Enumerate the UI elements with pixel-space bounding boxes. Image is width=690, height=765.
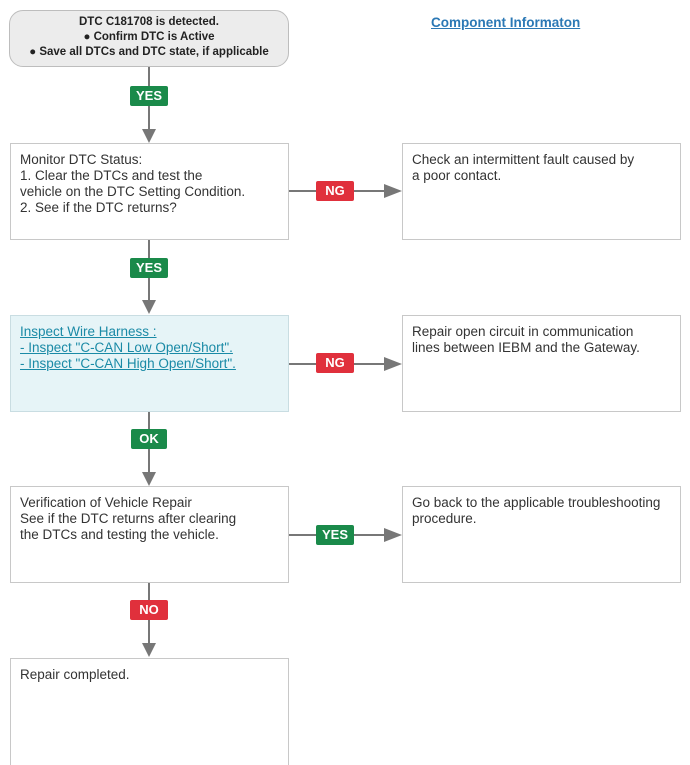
result3-line: procedure. xyxy=(412,511,477,526)
component-information-link[interactable]: Component Informaton xyxy=(431,15,581,30)
ok-badge: OK xyxy=(131,429,167,449)
inspect-c-can-low-link[interactable]: - Inspect "C-CAN Low Open/Short". xyxy=(20,340,233,355)
arrow-down-icon xyxy=(142,472,156,486)
step3-line: the DTCs and testing the vehicle. xyxy=(20,527,219,542)
go-back-troubleshooting-box xyxy=(402,486,681,583)
yes-badge-3: YES xyxy=(316,525,354,545)
result2-line: lines between IEBM and the Gateway. xyxy=(412,340,640,355)
ng-badge-2: NG xyxy=(316,353,354,373)
final-line: Repair completed. xyxy=(20,667,130,682)
step1-line: vehicle on the DTC Setting Condition. xyxy=(20,184,246,199)
arrow-right-icon xyxy=(384,528,402,542)
inspect-c-can-high-link[interactable]: - Inspect "C-CAN High Open/Short". xyxy=(20,356,236,371)
result3-line: Go back to the applicable troubleshooting xyxy=(412,495,661,510)
result2-line: Repair open circuit in communication xyxy=(412,324,634,339)
arrow-right-icon xyxy=(384,357,402,371)
step1-line: 2. See if the DTC returns? xyxy=(20,200,177,215)
start-confirm-active: ● Confirm DTC is Active xyxy=(83,31,215,43)
start-dtc-detected: DTC C181708 is detected. xyxy=(79,16,219,28)
verification-of-repair-box xyxy=(10,486,289,583)
yes-badge-2: YES xyxy=(130,258,168,278)
inspect-wire-harness-box xyxy=(10,315,289,412)
yes-badge-1: YES xyxy=(130,86,168,106)
start-save-dtcs: ● Save all DTCs and DTC state, if applicable xyxy=(29,46,269,58)
repair-completed-box xyxy=(10,658,289,765)
result1-line: Check an intermittent fault caused by xyxy=(412,152,635,167)
step3-line: See if the DTC returns after clearing xyxy=(20,511,237,526)
monitor-dtc-status-box xyxy=(10,143,289,240)
step3-title: Verification of Vehicle Repair xyxy=(20,495,192,510)
step1-title: Monitor DTC Status: xyxy=(20,152,143,167)
step1-line: 1. Clear the DTCs and test the xyxy=(20,168,203,183)
result1-line: a poor contact. xyxy=(412,168,502,183)
arrow-down-icon xyxy=(142,643,156,657)
no-badge: NO xyxy=(130,600,168,620)
ng-badge-1: NG xyxy=(316,181,354,201)
arrow-right-icon xyxy=(384,184,402,198)
start-condition-box xyxy=(9,10,289,67)
arrow-down-icon xyxy=(142,300,156,314)
inspect-wire-harness-link[interactable]: Inspect Wire Harness : xyxy=(20,324,157,339)
repair-open-circuit-box xyxy=(402,315,681,412)
intermittent-fault-box xyxy=(402,143,681,240)
arrow-down-icon xyxy=(142,129,156,143)
